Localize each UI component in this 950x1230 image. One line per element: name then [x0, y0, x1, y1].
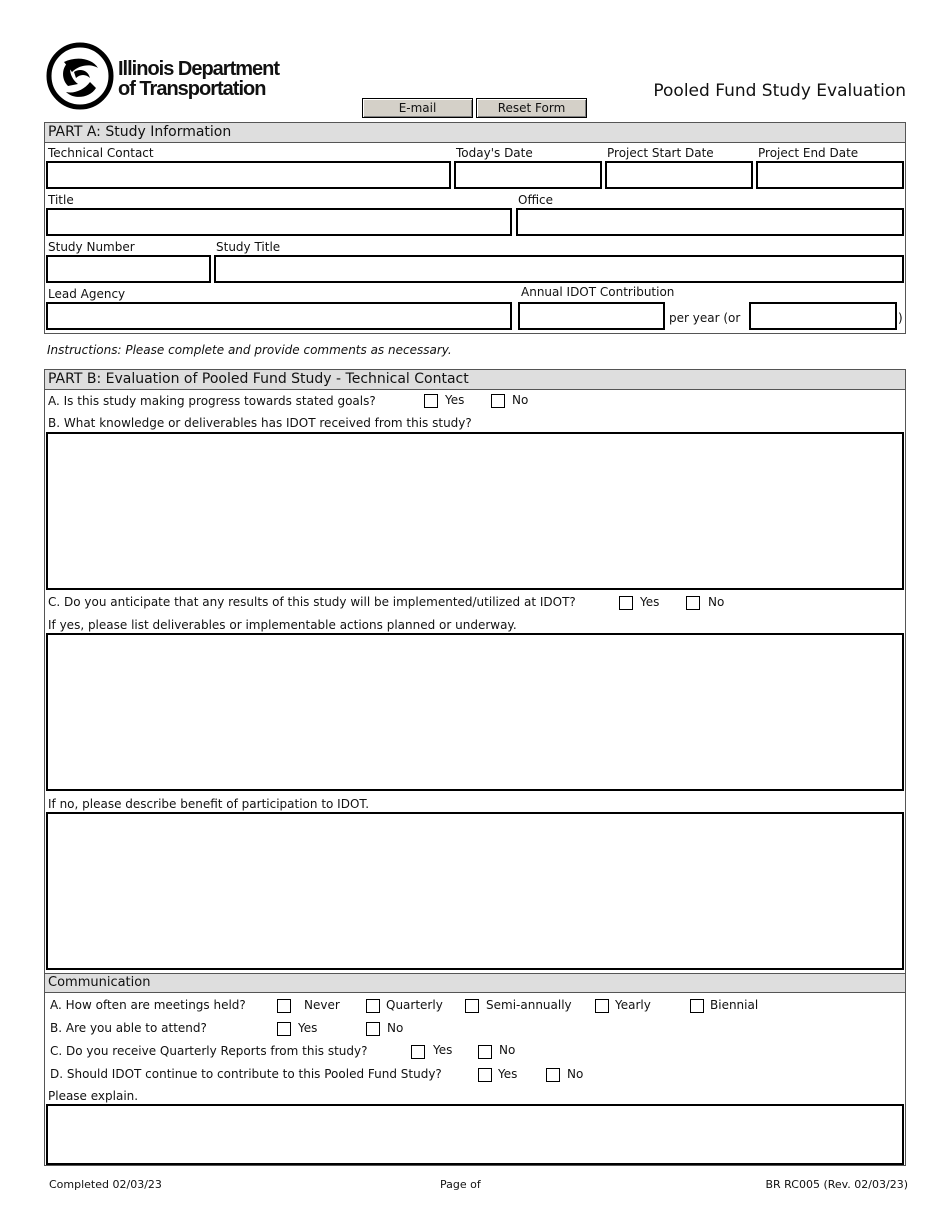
- office-label: Office: [518, 193, 554, 207]
- deliverables-received-textarea[interactable]: [46, 432, 904, 590]
- meetings-yearly-checkbox[interactable]: [595, 999, 609, 1013]
- meetings-biennial-checkbox[interactable]: [690, 999, 704, 1013]
- question-c-yes-checkbox[interactable]: [619, 596, 633, 610]
- communication-heading: Communication: [48, 975, 151, 990]
- attend-no-label: No: [387, 1021, 404, 1035]
- email-button[interactable]: E-mail: [362, 98, 473, 118]
- attend-question-label: B. Are you able to attend?: [50, 1021, 207, 1035]
- continue-contribution-yes-checkbox[interactable]: [478, 1068, 492, 1082]
- question-a-label: A. Is this study making progress towards stated goals?: [48, 394, 376, 408]
- part-a-header: [45, 123, 905, 143]
- form-id: BR RC005 (Rev. 02/03/23): [765, 1178, 908, 1191]
- continue-contribution-question-label: D. Should IDOT continue to contribute to this Pooled Fund Study?: [50, 1067, 442, 1081]
- please-explain-textarea[interactable]: [46, 1104, 904, 1165]
- lead-agency-field[interactable]: [46, 302, 512, 330]
- idot-logo: [46, 42, 306, 112]
- question-a-yes-label: Yes: [445, 393, 465, 407]
- form-title: Pooled Fund Study Evaluation: [653, 81, 906, 101]
- meetings-quarterly-label: Quarterly: [386, 998, 443, 1012]
- participation-benefit-textarea[interactable]: [46, 812, 904, 970]
- project-end-date-label: Project End Date: [758, 146, 859, 160]
- office-field[interactable]: [516, 208, 904, 236]
- please-explain-label: Please explain.: [48, 1089, 139, 1103]
- meetings-never-label: Never: [304, 998, 340, 1012]
- continue-contribution-yes-label: Yes: [498, 1067, 518, 1081]
- alternate-contribution-field[interactable]: [749, 302, 897, 330]
- communication-header: [45, 973, 905, 993]
- implementable-actions-textarea[interactable]: [46, 633, 904, 791]
- title-field[interactable]: [46, 208, 512, 236]
- todays-date-label: Today's Date: [456, 146, 533, 160]
- project-end-date-field[interactable]: [756, 161, 904, 189]
- title-label: Title: [48, 193, 74, 207]
- if-no-label: If no, please describe benefit of participation to IDOT.: [48, 797, 370, 811]
- quarterly-reports-yes-checkbox[interactable]: [411, 1045, 425, 1059]
- instructions-text: Instructions: Please complete and provide comments as necessary.: [47, 343, 452, 357]
- meetings-biennial-label: Biennial: [710, 998, 759, 1012]
- part-a-heading: PART A: Study Information: [48, 124, 232, 140]
- technical-contact-field[interactable]: [46, 161, 451, 189]
- todays-date-field[interactable]: [454, 161, 602, 189]
- question-c-no-checkbox[interactable]: [686, 596, 700, 610]
- attend-no-checkbox[interactable]: [366, 1022, 380, 1036]
- if-yes-label: If yes, please list deliverables or implementable actions planned or underway.: [48, 618, 517, 632]
- quarterly-reports-no-label: No: [499, 1043, 516, 1057]
- completed-date: Completed 02/03/23: [49, 1178, 162, 1191]
- project-start-date-field[interactable]: [605, 161, 753, 189]
- study-title-field[interactable]: [214, 255, 904, 283]
- meetings-yearly-label: Yearly: [615, 998, 651, 1012]
- continue-contribution-no-label: No: [567, 1067, 584, 1081]
- part-b-header: [45, 370, 905, 390]
- quarterly-reports-no-checkbox[interactable]: [478, 1045, 492, 1059]
- question-a-no-checkbox[interactable]: [491, 394, 505, 408]
- question-b-label: B. What knowledge or deliverables has IDOT received from this study?: [48, 416, 472, 430]
- question-c-yes-label: Yes: [640, 595, 660, 609]
- lead-agency-label: Lead Agency: [48, 287, 126, 301]
- meetings-semi-annually-label: Semi-annually: [486, 998, 572, 1012]
- continue-contribution-no-checkbox[interactable]: [546, 1068, 560, 1082]
- page-number: Page of: [440, 1178, 481, 1191]
- close-paren: ): [898, 311, 903, 325]
- project-start-date-label: Project Start Date: [607, 146, 714, 160]
- reset-form-button[interactable]: Reset Form: [476, 98, 587, 118]
- study-title-label: Study Title: [216, 240, 281, 254]
- technical-contact-label: Technical Contact: [48, 146, 154, 160]
- study-number-field[interactable]: [46, 255, 211, 283]
- annual-contribution-field[interactable]: [518, 302, 665, 330]
- question-a-no-label: No: [512, 393, 529, 407]
- attend-yes-checkbox[interactable]: [277, 1022, 291, 1036]
- meetings-semi-annually-checkbox[interactable]: [465, 999, 479, 1013]
- study-number-label: Study Number: [48, 240, 135, 254]
- quarterly-reports-question-label: C. Do you receive Quarterly Reports from this study?: [50, 1044, 368, 1058]
- annual-contribution-label: Annual IDOT Contribution: [521, 285, 675, 299]
- attend-yes-label: Yes: [298, 1021, 318, 1035]
- question-c-label: C. Do you anticipate that any results of this study will be implemented/utilized at IDOT?: [48, 595, 576, 609]
- question-c-no-label: No: [708, 595, 725, 609]
- idot-emblem-icon: [46, 42, 114, 110]
- meetings-quarterly-checkbox[interactable]: [366, 999, 380, 1013]
- meetings-question-label: A. How often are meetings held?: [50, 998, 246, 1012]
- meetings-never-checkbox[interactable]: [277, 999, 291, 1013]
- part-b-heading: PART B: Evaluation of Pooled Fund Study - Technical Contact: [48, 371, 469, 387]
- agency-name-line2: of Transportation: [118, 78, 266, 100]
- question-a-yes-checkbox[interactable]: [424, 394, 438, 408]
- quarterly-reports-yes-label: Yes: [433, 1043, 453, 1057]
- agency-name-line1: Illinois Department: [118, 58, 280, 80]
- per-year-label: per year (or: [669, 311, 741, 325]
